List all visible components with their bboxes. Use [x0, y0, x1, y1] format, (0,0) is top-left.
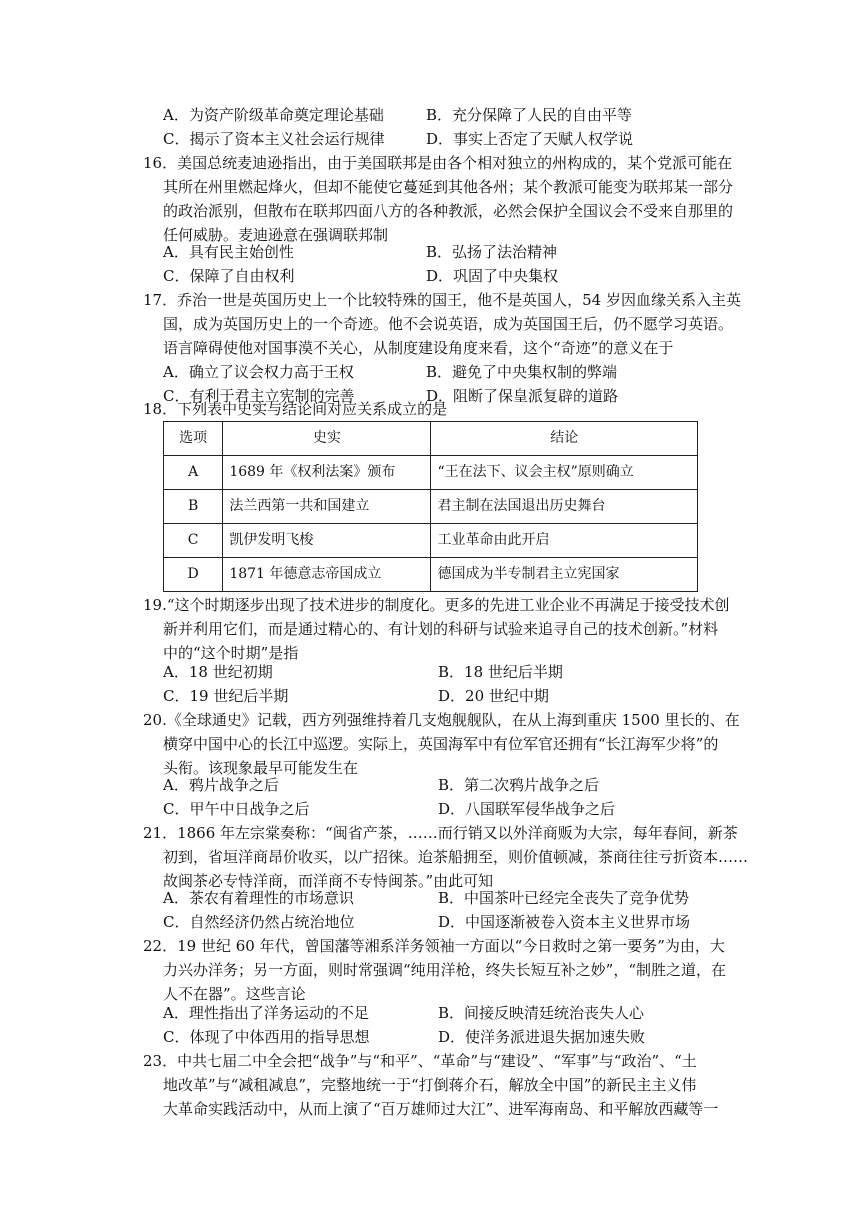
q17-option-d: D．阻断了保皇派复辟的道路 [426, 387, 619, 405]
q15-option-b: B．充分保障了人民的自由平等 [426, 106, 633, 124]
table-header-cell: 结论 [431, 422, 698, 456]
q21-stem-line: 21．1866 年左宗棠奏称：“闽省产茶，……而行销又以外洋商贩为大宗，每年春间，新茶 [143, 824, 738, 842]
table-row [164, 490, 698, 524]
q21-option-a: A．茶农有着理性的市场意识 [163, 889, 354, 907]
table-header-cell: 选项 [164, 422, 223, 456]
table-cell: A [164, 456, 223, 490]
table-cell: 法兰西第一共和国建立 [223, 490, 431, 524]
q16-option-b: B．弘扬了法治精神 [426, 243, 558, 261]
q21-stem-line: 初到，省垣洋商昂价收买，以广招徕。迨茶船拥至，则价值顿减，茶商往往亏折资本…… [163, 848, 749, 866]
q21-option-c: C．自然经济仍然占统治地位 [163, 913, 355, 931]
table-row [164, 558, 698, 592]
q21-option-b: B．中国茶叶已经完全丧失了竞争优势 [438, 889, 690, 907]
q15-option-a: A．为资产阶级革命奠定理论基础 [163, 106, 384, 124]
q22-stem-line: 力兴办洋务；另一方面，则时常强调“纯用洋枪，终失长短互补之妙”，“制胜之道，在 [163, 961, 727, 979]
q19-option-d: D．20 世纪中期 [438, 687, 549, 705]
q23-stem-line: 地改革”与“减租减息”，完整地统一于“打倒蒋介石，解放全中国”的新民主主义伟 [163, 1076, 697, 1094]
table-header-row [164, 422, 698, 456]
table-header-cell: 史实 [223, 422, 431, 456]
q19-option-c: C．19 世纪后半期 [163, 687, 289, 705]
q21-option-d: D．中国逐渐被卷入资本主义世界市场 [438, 913, 691, 931]
q19-stem-line: 新并利用它们，而是通过精心的、有计划的科研与试验来追寻自己的技术创新。”材料 [163, 620, 719, 638]
q20-stem-line: 头衔。该现象最早可能发生在 [163, 759, 359, 777]
q19-stem-line: 中的“这个时期”是指 [163, 644, 299, 662]
table-cell: C [164, 524, 223, 558]
table-row [164, 456, 698, 490]
table-cell: 1871 年德意志帝国成立 [223, 558, 431, 592]
q16-option-a: A．具有民主始创性 [163, 243, 294, 261]
q17-option-a: A．确立了议会权力高于王权 [163, 363, 354, 381]
table-cell: “王在法下、议会主权”原则确立 [431, 456, 698, 490]
q22-option-a: A．理性指出了洋务运动的不足 [163, 1004, 369, 1022]
q22-option-d: D．使洋务派进退失据加速失败 [438, 1028, 646, 1046]
q18-stem: 18．下列表中史实与结论间对应关系成立的是 [143, 400, 448, 418]
q20-option-d: D．八国联军侵华战争之后 [438, 800, 616, 818]
q15-option-c: C．揭示了资本主义社会运行规律 [163, 130, 385, 148]
q22-option-b: B．间接反映清廷统治丧失人心 [438, 1004, 645, 1022]
q16-stem-line: 的政治派别，但散布在联邦四面八方的各种教派，必然会保护全国议会不受来自那里的 [163, 202, 734, 220]
q17-stem-line: 语言障碍使他对国事漠不关心，从制度建设角度来看，这个“奇迹”的意义在于 [163, 339, 674, 357]
q17-option-c: C．有利于君主立宪制的完善 [163, 387, 355, 405]
q19-option-a: A．18 世纪初期 [163, 663, 273, 681]
q20-option-b: B．第二次鸦片战争之后 [438, 776, 600, 794]
q20-option-a: A．鸦片战争之后 [163, 776, 279, 794]
q16-option-d: D．巩固了中央集权 [426, 267, 559, 285]
q21-stem-line: 故闽茶必专恃洋商，而洋商不专恃闽茶。”由此可知 [163, 872, 494, 890]
q17-stem-line: 国，成为英国历史上的一个奇迹。他不会说英语，成为英国国王后，仍不愿学习英语。 [163, 315, 734, 333]
q20-option-c: C．甲午中日战争之后 [163, 800, 310, 818]
q23-stem-line: 大革命实践活动中，从而上演了“百万雄师过大江”、进军海南岛、和平解放西藏等一 [163, 1100, 719, 1118]
table-row [164, 524, 698, 558]
table-cell: 君主制在法国退出历史舞台 [431, 490, 698, 524]
q22-option-c: C．体现了中体西用的指导思想 [163, 1028, 370, 1046]
q17-stem-line: 17．乔治一世是英国历史上一个比较特殊的国王，他不是英国人，54 岁因血缘关系入主英 [143, 291, 741, 309]
q18-table [163, 421, 698, 592]
q22-stem-line: 人不在器”。这些言论 [163, 985, 306, 1003]
q20-stem-line: 20.《全球通史》记载，西方列强维持着几支炮舰舰队，在从上海到重庆 1500 里长的、在 [143, 711, 740, 729]
table-cell: 1689 年《权利法案》颁布 [223, 456, 431, 490]
q19-stem-line: 19.“这个时期逐步出现了技术进步的制度化。更多的先进工业企业不再满足于接受技术创 [143, 596, 730, 614]
table-cell: 工业革命由此开启 [431, 524, 698, 558]
q15-option-d: D．事实上否定了天赋人权学说 [426, 130, 634, 148]
table-cell: 凯伊发明飞梭 [223, 524, 431, 558]
q16-stem-line: 其所在州里燃起烽火，但却不能使它蔓延到其他各州；某个教派可能变为联邦某一部分 [163, 178, 734, 196]
q16-stem-line: 16．美国总统麦迪逊指出，由于美国联邦是由各个相对独立的州构成的，某个党派可能在 [143, 154, 733, 172]
q17-option-b: B．避免了中央集权制的弊端 [426, 363, 618, 381]
q19-option-b: B．18 世纪后半期 [438, 663, 563, 681]
q23-stem-line: 23．中共七届二中全会把“战争”与“和平”、“革命”与“建设”、“军事”与“政治”、“土 [143, 1052, 697, 1070]
q20-stem-line: 横穿中国中心的长江中巡逻。实际上，英国海军中有位军官还拥有“长江海军少将”的 [163, 735, 719, 753]
table-cell: 德国成为半专制君主立宪国家 [431, 558, 698, 592]
table-cell: B [164, 490, 223, 524]
q16-stem-line: 任何威胁。麦迪逊意在强调联邦制 [163, 226, 389, 244]
q16-option-c: C．保障了自由权利 [163, 267, 295, 285]
table-cell: D [164, 558, 223, 592]
q22-stem-line: 22．19 世纪 60 年代，曾国藩等湘系洋务领袖一方面以“今日救时之第一要务”为由，大 [143, 937, 725, 955]
